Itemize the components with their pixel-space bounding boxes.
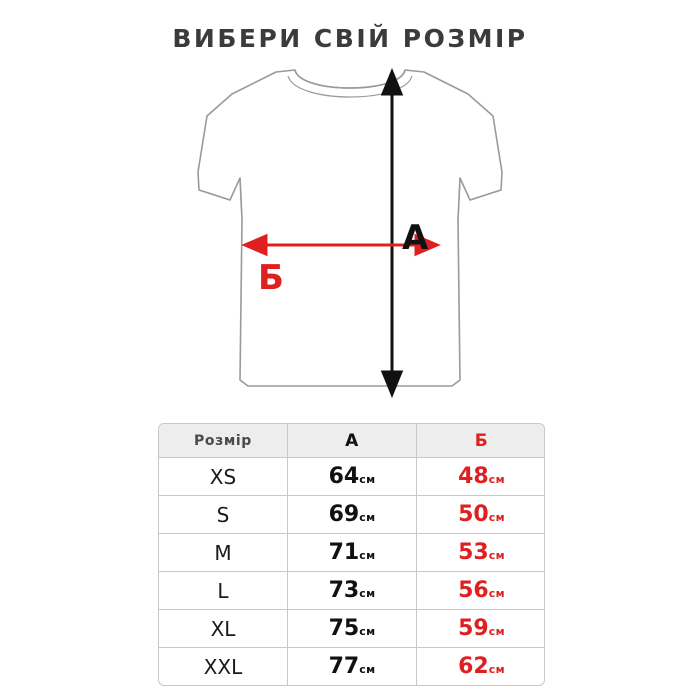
value-b: 56 — [458, 578, 489, 603]
cell-size: XL — [159, 610, 288, 648]
cell-size: L — [159, 572, 288, 610]
header-size: Розмір — [159, 424, 288, 458]
size-table-body — [159, 458, 545, 686]
tshirt-illustration — [0, 60, 700, 400]
cell-a — [288, 496, 417, 534]
cell-size: S — [159, 496, 288, 534]
cell-size: M — [159, 534, 288, 572]
value-a: 77 — [328, 654, 360, 679]
cell-b — [417, 496, 546, 534]
unit-a: см — [359, 625, 376, 638]
cell-size: XS — [159, 458, 288, 496]
table-row — [159, 648, 545, 686]
label-a: А — [402, 218, 429, 258]
value-b: 48 — [458, 464, 489, 489]
value-b: 50 — [458, 502, 489, 527]
cell-b — [417, 572, 546, 610]
unit-b: см — [488, 549, 505, 562]
unit-a: см — [359, 663, 376, 676]
label-b: Б — [258, 258, 284, 298]
unit-b: см — [488, 511, 505, 524]
cell-size: XXL — [159, 648, 288, 686]
cell-a — [288, 572, 417, 610]
table-row — [159, 534, 545, 572]
table-row — [159, 496, 545, 534]
value-b: 59 — [458, 616, 489, 641]
unit-b: см — [488, 473, 505, 486]
cell-b — [417, 648, 546, 686]
unit-b: см — [488, 587, 505, 600]
table-row — [159, 610, 545, 648]
value-a: 64 — [328, 464, 360, 489]
cell-b — [417, 610, 546, 648]
unit-b: см — [488, 663, 505, 676]
value-a: 75 — [328, 616, 360, 641]
unit-a: см — [359, 587, 376, 600]
value-b: 53 — [458, 540, 489, 565]
value-a: 69 — [328, 502, 360, 527]
page-title: ВИБЕРИ СВІЙ РОЗМІР — [172, 24, 528, 53]
unit-a: см — [359, 511, 376, 524]
cell-b — [417, 534, 546, 572]
cell-a — [288, 534, 417, 572]
unit-b: см — [488, 625, 505, 638]
table-header-row — [159, 424, 545, 458]
value-a: 71 — [328, 540, 360, 565]
cell-a — [288, 458, 417, 496]
header-a: А — [288, 424, 417, 458]
cell-a — [288, 610, 417, 648]
unit-a: см — [359, 549, 376, 562]
size-table — [159, 424, 545, 685]
unit-a: см — [359, 473, 376, 486]
value-a: 73 — [328, 578, 360, 603]
header-b: Б — [417, 424, 546, 458]
size-table-container — [158, 423, 545, 686]
value-b: 62 — [458, 654, 489, 679]
cell-b — [417, 458, 546, 496]
cell-a — [288, 648, 417, 686]
tshirt-diagram — [0, 60, 700, 400]
table-row — [159, 572, 545, 610]
table-row — [159, 458, 545, 496]
size-table-head — [159, 424, 545, 458]
